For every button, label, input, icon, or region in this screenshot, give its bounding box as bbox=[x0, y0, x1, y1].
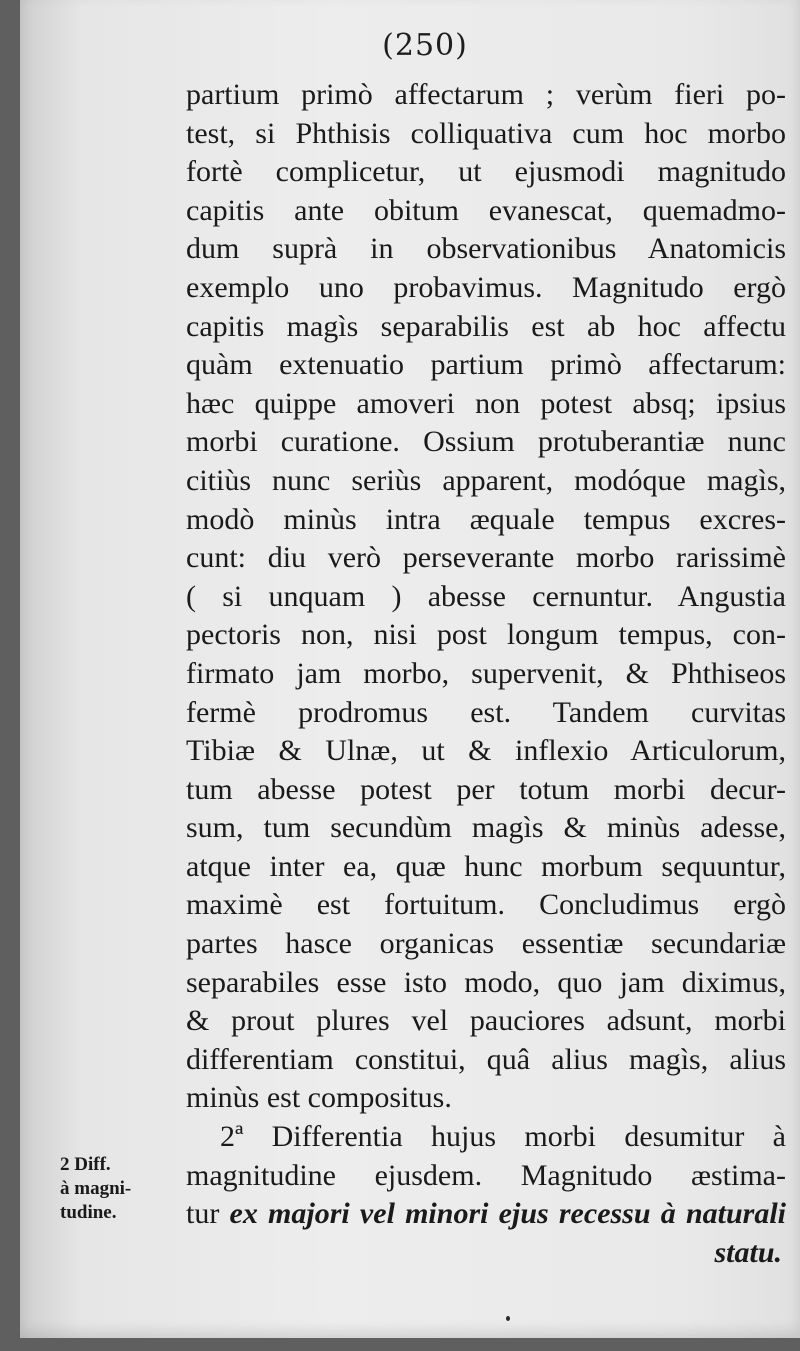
text-line: 2ª Differentia hujus morbi desumitur à bbox=[220, 1120, 786, 1154]
text-line: hæc quippe amoveri non potest absq; ipsius bbox=[186, 386, 786, 420]
text-line: pectoris non, nisi post longum tempus, con- bbox=[186, 618, 786, 652]
text-line: atque inter ea, quæ hunc morbum sequuntur, bbox=[186, 849, 786, 883]
text-line: citiùs nunc seriùs apparent, modóque magìs, bbox=[186, 463, 786, 497]
ink-spot bbox=[506, 1316, 510, 1321]
text-line: ( si unquam ) abesse cernuntur. Angustia bbox=[186, 579, 786, 613]
text-line: maximè est fortuitum. Concludimus ergò bbox=[186, 888, 786, 922]
text-line: modò minùs intra æquale tempus excres- bbox=[186, 502, 786, 536]
marginal-note bbox=[60, 1153, 170, 1225]
text-line-italic: statu. bbox=[714, 1235, 782, 1269]
text-line: capitis ante obitum evanescat, quemadmo- bbox=[186, 193, 786, 227]
body-text bbox=[186, 76, 786, 1272]
text-line: morbi curatione. Ossium protuberantiæ nunc bbox=[186, 425, 786, 459]
marginal-note-line: tudine. bbox=[60, 1202, 117, 1223]
marginal-note-line: à magni- bbox=[60, 1178, 132, 1199]
text-line: & prout plures vel pauciores adsunt, morbi bbox=[186, 1004, 786, 1038]
text-line: separabiles esse isto modo, quo jam diximus, bbox=[186, 965, 786, 999]
text-line: exemplo uno probavimus. Magnitudo ergò bbox=[186, 270, 786, 304]
text-line: dum suprà in observationibus Anatomicis bbox=[186, 232, 786, 266]
text-line-italic: tur ex majori vel minori ejus recessu à naturali bbox=[186, 1197, 786, 1231]
text-line: tum abesse potest per totum morbi decur- bbox=[186, 772, 786, 806]
book-page bbox=[20, 0, 800, 1338]
text-line: capitis magìs separabilis est ab hoc affectu bbox=[186, 309, 786, 343]
text-line: firmato jam morbo, supervenit, & Phthiseos bbox=[186, 656, 786, 690]
text-line: sum, tum secundùm magìs & minùs adesse, bbox=[186, 811, 786, 845]
text-line: differentiam constitui, quâ alius magìs, alius bbox=[186, 1042, 786, 1076]
text-line: partes hasce organicas essentiæ secundariæ bbox=[186, 927, 786, 961]
marginal-note-line: 2 Diff. bbox=[60, 1154, 111, 1175]
text-line: fortè complicetur, ut ejusmodi magnitudo bbox=[186, 155, 786, 189]
text-line: fermè prodromus est. Tandem curvitas bbox=[186, 695, 786, 729]
text-line: quàm extenuatio partium primò affectarum: bbox=[186, 348, 786, 382]
text-line: Tibiæ & Ulnæ, ut & inflexio Articulorum, bbox=[186, 734, 786, 768]
text-line: partium primò affectarum ; verùm fieri po- bbox=[186, 78, 786, 111]
text-line: minùs est compositus. bbox=[186, 1081, 452, 1115]
text-line: magnitudine ejusdem. Magnitudo æstima- bbox=[186, 1158, 786, 1192]
text-line: test, si Phthisis colliquativa cum hoc morbo bbox=[186, 116, 786, 150]
text-line: cunt: diu verò perseverante morbo rarissimè bbox=[186, 541, 786, 575]
page-number: (250) bbox=[382, 28, 468, 63]
